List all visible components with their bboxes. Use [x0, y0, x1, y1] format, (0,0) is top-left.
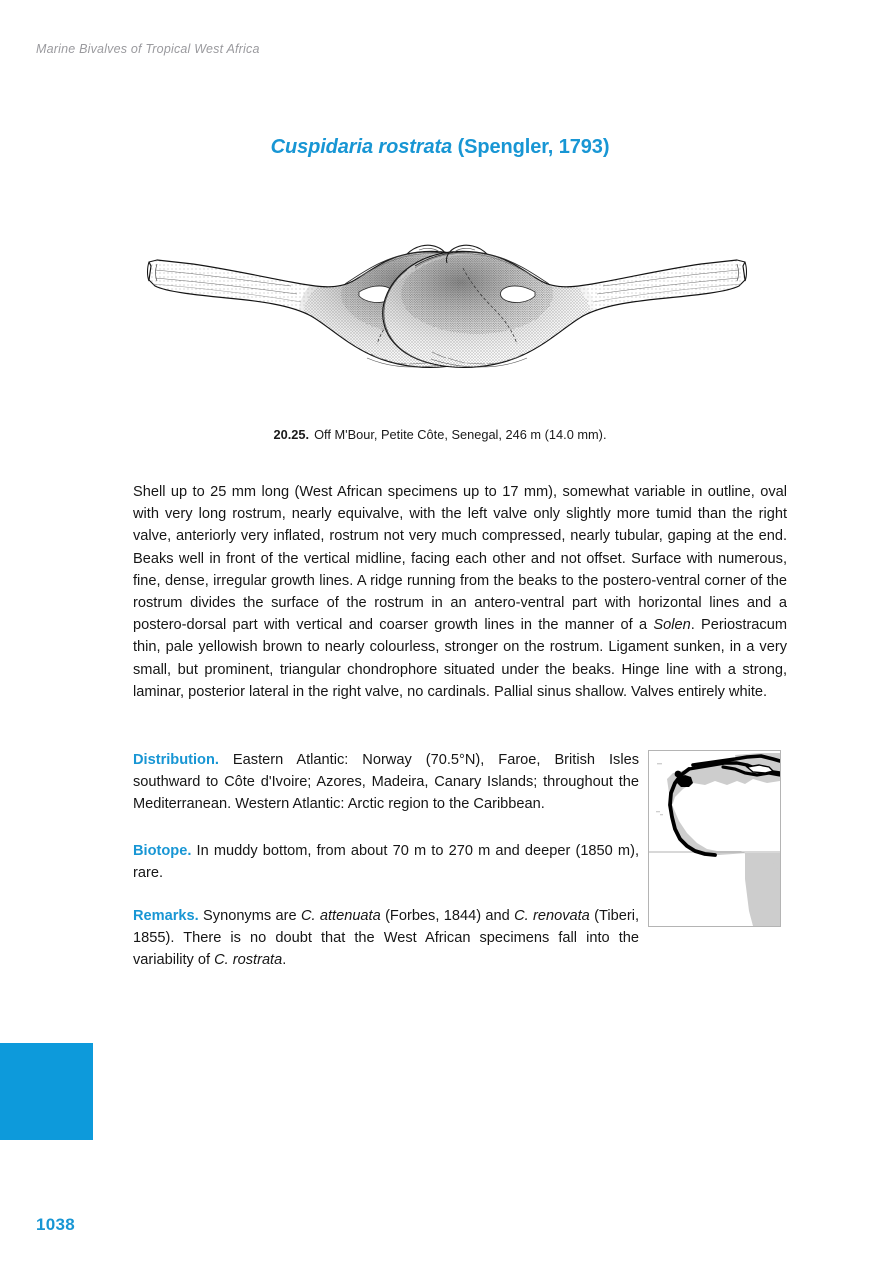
distribution-paragraph: [133, 749, 639, 816]
description-text-a: Shell up to 25 mm long (West African specimens up to 17 mm), somewhat variable in outline, oval with very long rostrum, nearly equivalve, with the left valve only slightly more tumid than the right valve, anteriorly very inflated, rostrum not very much compressed, nearly tubular, gaping at the end. Beaks well in front of the vertical midline, facing each other and not offset. Surface with numerous, fine, dense, irregular growth lines. A ridge running from the beaks to the postero-ventral corner of the rostrum divides the surface of the rostrum in an antero-ventral part with horizontal lines and a postero-dorsal part with vertical and coarser growth lines in the manner of a: [133, 484, 787, 634]
remarks-text-b: (Forbes, 1844) and: [380, 908, 515, 924]
running-header: Marine Bivalves of Tropical West Africa: [36, 42, 260, 56]
figure-illustration: [125, 222, 785, 382]
biotope-paragraph: [133, 840, 639, 884]
biotope-text: In muddy bottom, from about 70 m to 270 m and deeper (1850 m), rare.: [133, 843, 639, 882]
figure-caption-text: Off M'Bour, Petite Côte, Senegal, 246 m (14.0 mm).: [314, 427, 607, 442]
species-rostrata: C. rostrata: [214, 952, 283, 969]
description-text-b: . Periostracum thin, pale yellowish brown to nearly colourless, stronger on the rostrum. Ligament sunken, in a very small, but prominent, triangular chondrophore situated under the beaks. Hinge line with a strong, laminar, posterior lateral in the right valve, no cardinals. Pallial sinus shallow. Valves entirely white.: [133, 617, 787, 700]
remarks-paragraph: [133, 905, 639, 972]
remarks-text-c: (Tiberi, 1855). There is no doubt that the West African specimens fall into the variability of: [133, 908, 639, 969]
map-svg: [649, 751, 780, 926]
synonym-renovata: C. renovata: [514, 908, 590, 924]
species-authority: (Spengler, 1793): [457, 136, 610, 158]
page-number: 1038: [36, 1215, 76, 1234]
description-paragraph: [133, 481, 787, 703]
remarks-label: Remarks.: [133, 908, 199, 924]
figure-number: 20.25.: [273, 427, 310, 442]
synonym-attenuata: C. attenuata: [300, 908, 381, 924]
distribution-map: [648, 750, 781, 927]
distribution-text: Eastern Atlantic: Norway (70.5°N), Faroe, British Isles southward to Côte d'Ivoire; Azores, Madeira, Canary Islands; throughout the Mediterranean. Western Atlantic: Arctic region to the Caribbean.: [133, 752, 639, 813]
genus-solen: Solen: [653, 617, 691, 634]
locality-dot: [675, 771, 682, 778]
remarks-text-a: Synonyms are: [198, 908, 301, 924]
biotope-label: Biotope.: [133, 843, 192, 859]
species-name: Cuspidaria rostrata: [270, 136, 453, 158]
chapter-thumb-tab: [0, 1043, 93, 1140]
shell-right: [367, 224, 767, 382]
figure-caption: [0, 427, 880, 442]
shell-drawings-svg: [125, 222, 785, 382]
remarks-text-d: .: [282, 952, 287, 969]
page-title: [0, 136, 880, 159]
distribution-label: Distribution.: [133, 752, 219, 768]
